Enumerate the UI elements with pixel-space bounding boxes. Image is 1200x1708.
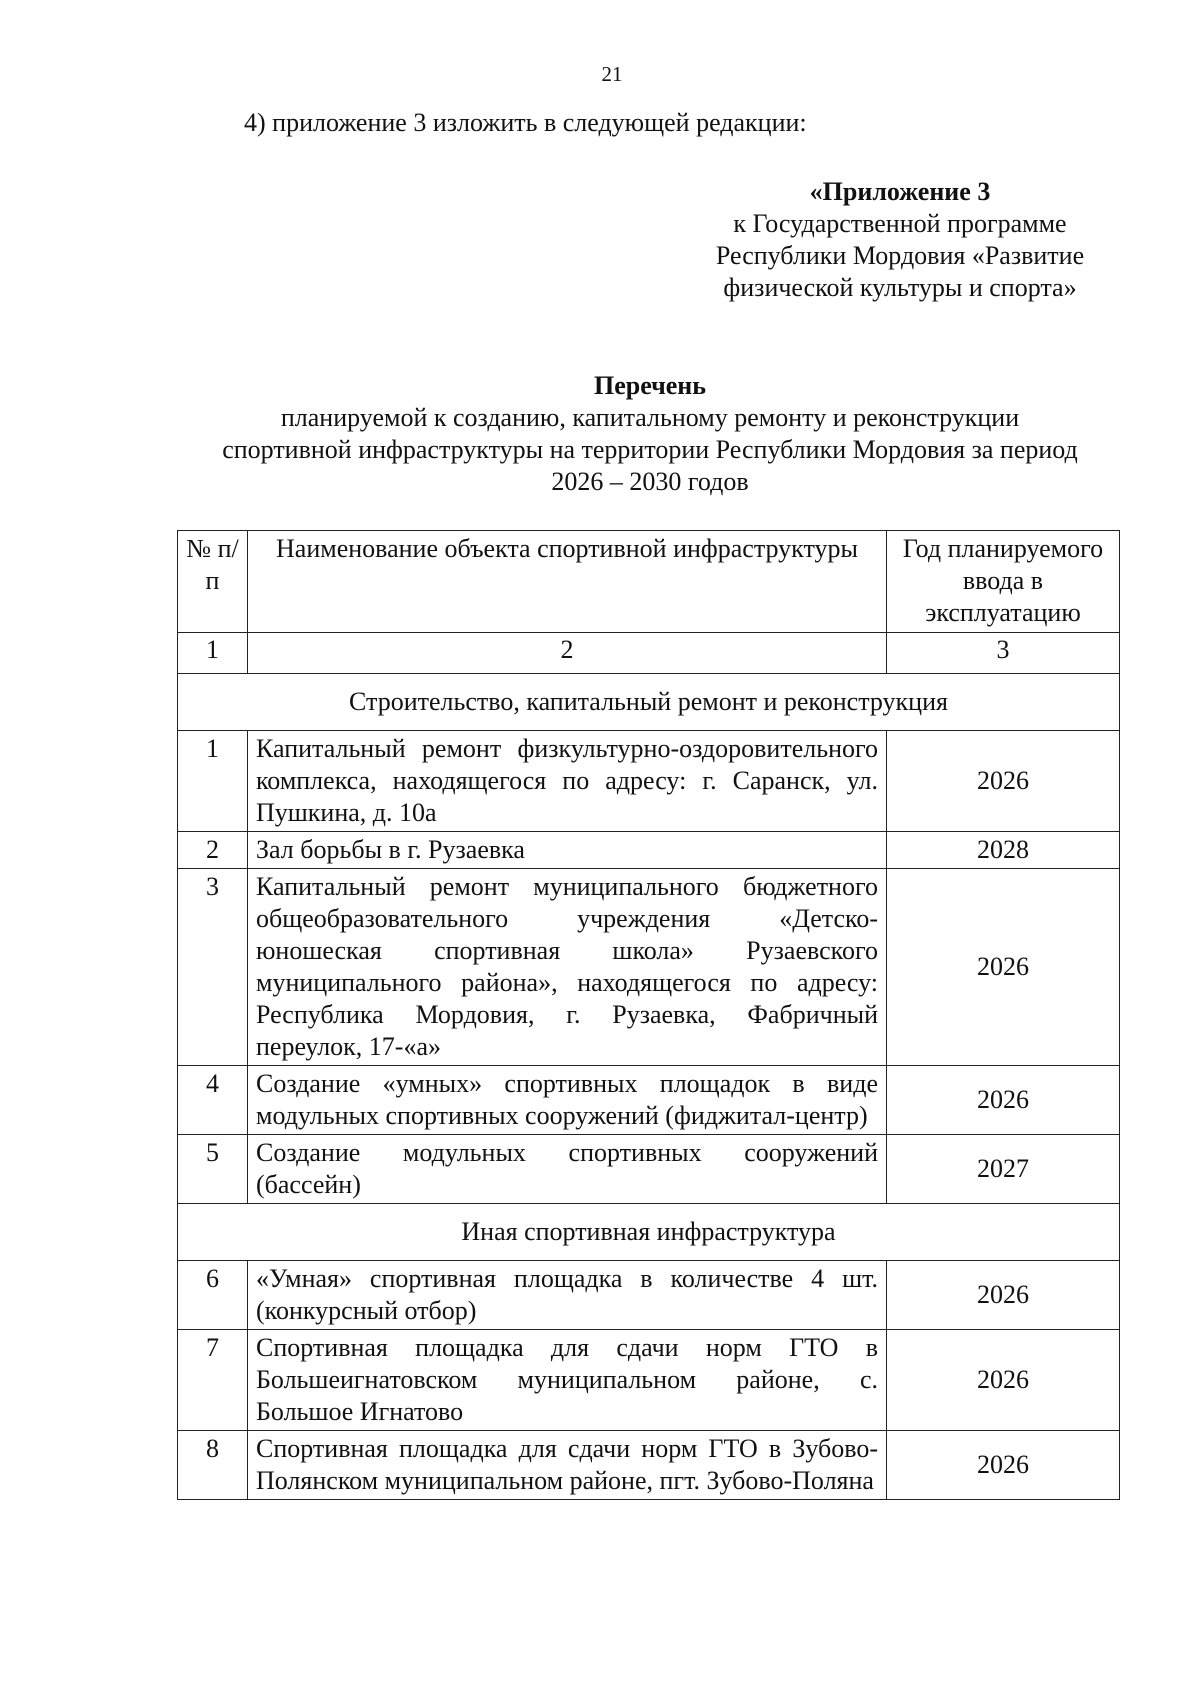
appendix-line: к Государственной программе xyxy=(733,209,1067,238)
section-row xyxy=(178,674,1120,731)
commission-year: 2026 xyxy=(887,731,1120,832)
column-index: 1 xyxy=(178,633,248,674)
section-title: Строительство, капитальный ремонт и реконструкция xyxy=(178,674,1120,731)
appendix-line: Республики Мордовия «Развитие xyxy=(715,241,1085,270)
heading-title: Перечень xyxy=(593,371,707,400)
row-number: 5 xyxy=(178,1135,248,1204)
object-name: Капитальный ремонт муниципального бюджетного общеобразовательного учреждения «Детско-юношеская спортивная школа» Рузаевского муниципального района», находящегося по адресу: Республика Мордовия, г. Рузаевка, Фабричный переулок, 17-«а» xyxy=(248,869,887,1066)
commission-year: 2026 xyxy=(887,1431,1120,1500)
section-title: Иная спортивная инфраструктура xyxy=(178,1204,1120,1261)
row-number: 1 xyxy=(178,731,248,832)
table-row xyxy=(178,1261,1120,1330)
table-row xyxy=(178,1066,1120,1135)
row-number: 6 xyxy=(178,1261,248,1330)
object-name: Создание «умных» спортивных площадок в виде модульных спортивных сооружений (фиджитал-центр) xyxy=(248,1066,887,1135)
commission-year: 2027 xyxy=(887,1135,1120,1204)
document-heading xyxy=(160,370,1140,498)
heading-line: 2026 – 2030 годов xyxy=(551,467,749,496)
appendix-line: физической культуры и спорта» xyxy=(723,273,1077,302)
object-name: Спортивная площадка для сдачи норм ГТО в Зубово-Полянском муниципальном районе, пгт. Зубово-Поляна xyxy=(248,1431,887,1500)
column-header-year: Год планируемого ввода в эксплуатацию xyxy=(887,531,1120,633)
table-row xyxy=(178,832,1120,869)
column-header-name: Наименование объекта спортивной инфраструктуры xyxy=(248,531,887,633)
table-row xyxy=(178,731,1120,832)
row-number: 7 xyxy=(178,1330,248,1431)
column-index-row xyxy=(178,633,1120,674)
object-name: Спортивная площадка для сдачи норм ГТО в Большеигнатовском муниципальном районе, с. Большое Игнатово xyxy=(248,1330,887,1431)
commission-year: 2026 xyxy=(887,1261,1120,1330)
object-name: Создание модульных спортивных сооружений (бассейн) xyxy=(248,1135,887,1204)
object-name: Капитальный ремонт физкультурно-оздоровительного комплекса, находящегося по адресу: г. Саранск, ул. Пушкина, д. 10а xyxy=(248,731,887,832)
row-number: 3 xyxy=(178,869,248,1066)
column-index: 3 xyxy=(887,633,1120,674)
table-row xyxy=(178,1330,1120,1431)
column-index: 2 xyxy=(248,633,887,674)
row-number: 4 xyxy=(178,1066,248,1135)
row-number: 2 xyxy=(178,832,248,869)
table-row xyxy=(178,1135,1120,1204)
infrastructure-table xyxy=(177,530,1120,1500)
commission-year: 2028 xyxy=(887,832,1120,869)
intro-text: 4) приложение 3 изложить в следующей редакции: xyxy=(244,108,807,137)
commission-year: 2026 xyxy=(887,869,1120,1066)
table-header-row xyxy=(178,531,1120,633)
appendix-block xyxy=(680,176,1120,304)
table-row xyxy=(178,1431,1120,1500)
page-number: 21 xyxy=(601,62,623,86)
object-name: «Умная» спортивная площадка в количестве 4 шт. (конкурсный отбор) xyxy=(248,1261,887,1330)
appendix-title: «Приложение 3 xyxy=(809,177,991,206)
commission-year: 2026 xyxy=(887,1330,1120,1431)
commission-year: 2026 xyxy=(887,1066,1120,1135)
heading-line: спортивной инфраструктуры на территории Республики Мордовия за период xyxy=(222,435,1078,464)
table-row xyxy=(178,869,1120,1066)
object-name: Зал борьбы в г. Рузаевка xyxy=(248,832,887,869)
section-row xyxy=(178,1204,1120,1261)
column-header-number: № п/п xyxy=(178,531,248,633)
heading-line: планируемой к созданию, капитальному ремонту и реконструкции xyxy=(280,403,1020,432)
row-number: 8 xyxy=(178,1431,248,1500)
